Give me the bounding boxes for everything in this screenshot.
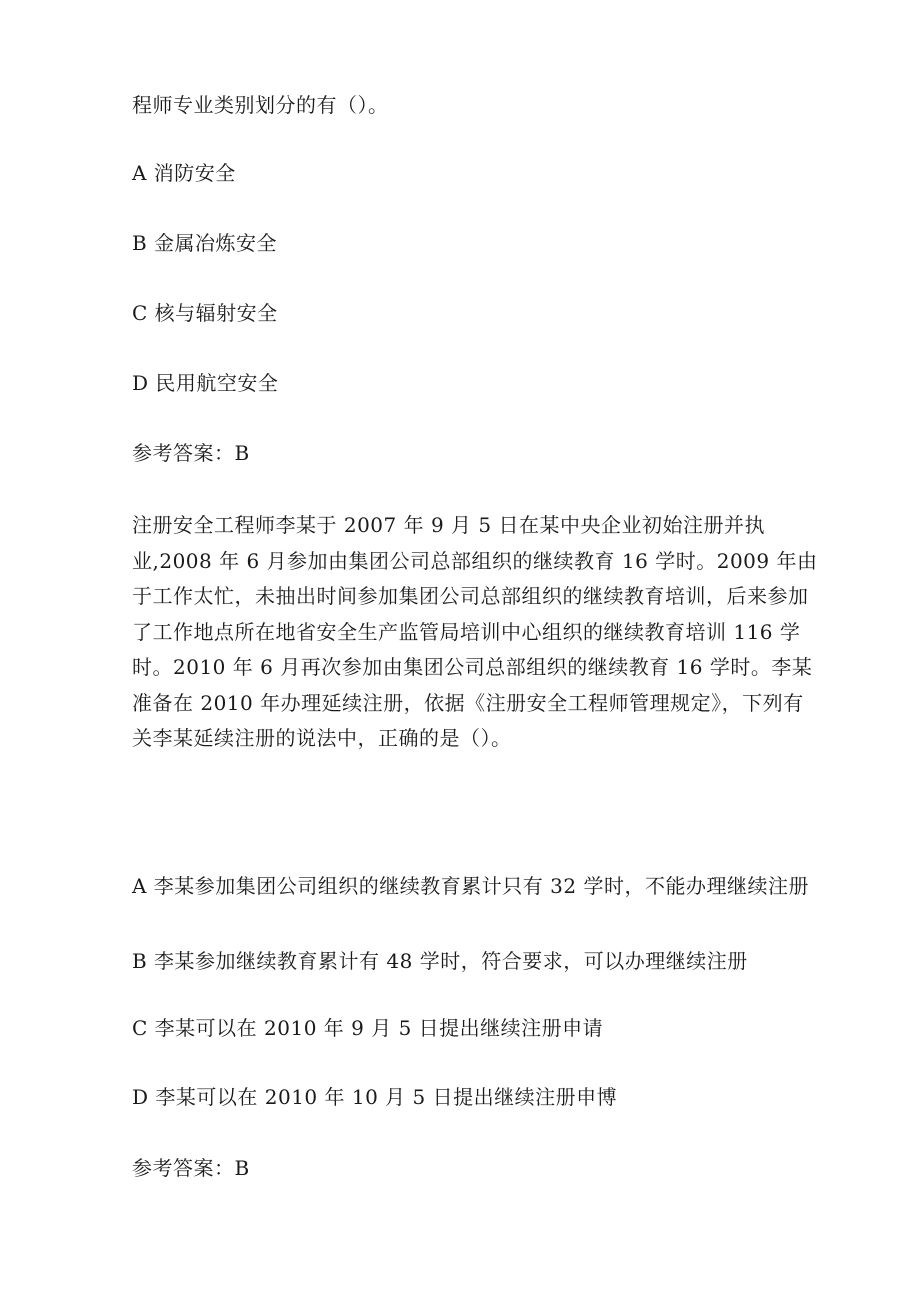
question-1-stem: 程师专业类别划分的有（）。 (132, 93, 389, 117)
question-1-option-b: B 金属冶炼安全 (132, 231, 278, 255)
question-2-stem-line: 注册安全工程师李某于 2007 年 9 月 5 日在某中央企业初始注册并执 (132, 513, 765, 537)
question-2-option-c: C 李某可以在 2010 年 9 月 5 日提出继续注册申请 (132, 1016, 604, 1040)
question-1-answer: 参考答案：B (132, 441, 250, 465)
question-2-option-d: D 李某可以在 2010 年 10 月 5 日提出继续注册申博 (132, 1085, 618, 1109)
question-1-option-a: A 消防安全 (132, 161, 236, 185)
question-2-stem-line: 准备在 2010 年办理延续注册，依据《注册安全工程师管理规定》，下列有 (132, 690, 804, 715)
question-2-answer: 参考答案：B (132, 1156, 250, 1180)
question-2-stem-line: 关李某延续注册的说法中，正确的是（）。 (132, 726, 512, 750)
question-1-option-c: C 核与辐射安全 (132, 301, 278, 325)
question-2-option-b: B 李某参加继续教育累计有 48 学时，符合要求，可以办理继续注册 (132, 949, 748, 973)
question-2-stem (132, 508, 818, 757)
question-1-option-d: D 民用航空安全 (132, 371, 279, 395)
question-2-option-a: A 李某参加集团公司组织的继续教育累计只有 32 学时，不能办理继续注册 (132, 874, 809, 898)
question-2-stem-line: 时。2010 年 6 月再次参加由集团公司总部组织的继续教育 16 学时。李某 (132, 655, 813, 679)
question-2-stem-line: 了工作地点所在地省安全生产监管局培训中心组织的继续教育培训 116 学 (132, 619, 801, 644)
question-2-stem-line: 于工作太忙，未抽出时间参加集团公司总部组织的继续教育培训，后来参加 (132, 584, 809, 608)
question-2-stem-line: 业,2008 年 6 月参加由集团公司总部组织的继续教育 16 学时。2009 年由 (132, 548, 818, 573)
